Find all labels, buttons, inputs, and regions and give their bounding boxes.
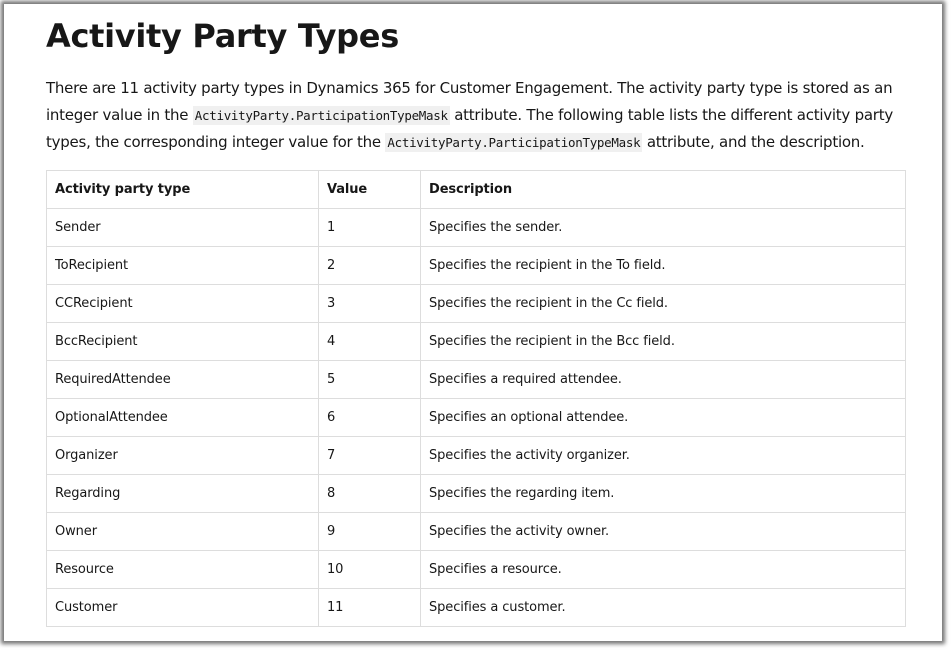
cell-description: Specifies the activity owner.: [421, 513, 906, 551]
cell-party-type: Regarding: [47, 475, 319, 513]
cell-description: Specifies an optional attendee.: [421, 399, 906, 437]
page-title: Activity Party Types: [46, 17, 399, 55]
table-row: [47, 399, 906, 437]
cell-value: 5: [319, 361, 421, 399]
intro-text-1: There are 11 activity party types in Dynamics 365 for Customer Engagement. The activity party type is stored as an integer value in the: [46, 79, 893, 124]
cell-value: 3: [319, 285, 421, 323]
screenshot-frame: [4, 4, 942, 641]
cell-party-type: Organizer: [47, 437, 319, 475]
cell-description: Specifies a required attendee.: [421, 361, 906, 399]
table-row: [47, 323, 906, 361]
table-row: [47, 513, 906, 551]
table-row: [47, 285, 906, 323]
cell-description: Specifies the activity organizer.: [421, 437, 906, 475]
cell-value: 11: [319, 589, 421, 627]
intro-text-2: attribute. The following table lists the different activity party types, the corresponding integer value for the: [46, 106, 893, 151]
inline-code-participation-mask-2: ActivityParty.ParticipationTypeMask: [387, 135, 641, 150]
cell-value: 6: [319, 399, 421, 437]
cell-value: 2: [319, 247, 421, 285]
cell-party-type: ToRecipient: [47, 247, 319, 285]
cell-value: 10: [319, 551, 421, 589]
intro-text-3: attribute, and the description.: [642, 133, 865, 151]
cell-description: Specifies the regarding item.: [421, 475, 906, 513]
table-header-row: [47, 171, 906, 209]
table-body: [47, 209, 906, 627]
cell-description: Specifies a resource.: [421, 551, 906, 589]
cell-party-type: BccRecipient: [47, 323, 319, 361]
table-row: [47, 551, 906, 589]
table-row: [47, 209, 906, 247]
cell-party-type: Owner: [47, 513, 319, 551]
inline-code-participation-mask: ActivityParty.ParticipationTypeMask: [194, 108, 448, 123]
column-header-activity-party-type: Activity party type: [47, 171, 319, 209]
cell-description: Specifies the recipient in the To field.: [421, 247, 906, 285]
column-header-description: Description: [421, 171, 906, 209]
cell-value: 9: [319, 513, 421, 551]
cell-party-type: CCRecipient: [47, 285, 319, 323]
table-row: [47, 437, 906, 475]
table-row: [47, 247, 906, 285]
cell-party-type: OptionalAttendee: [47, 399, 319, 437]
table-row: [47, 475, 906, 513]
cell-party-type: RequiredAttendee: [47, 361, 319, 399]
cell-description: Specifies a customer.: [421, 589, 906, 627]
table-row: [47, 589, 906, 627]
cell-party-type: Resource: [47, 551, 319, 589]
intro-paragraph: [46, 75, 916, 156]
cell-value: 8: [319, 475, 421, 513]
column-header-value: Value: [319, 171, 421, 209]
table-row: [47, 361, 906, 399]
cell-value: 4: [319, 323, 421, 361]
cell-description: Specifies the recipient in the Bcc field.: [421, 323, 906, 361]
cell-value: 1: [319, 209, 421, 247]
cell-description: Specifies the recipient in the Cc field.: [421, 285, 906, 323]
cell-value: 7: [319, 437, 421, 475]
activity-party-types-table: [46, 170, 906, 627]
cell-party-type: Customer: [47, 589, 319, 627]
cell-party-type: Sender: [47, 209, 319, 247]
cell-description: Specifies the sender.: [421, 209, 906, 247]
